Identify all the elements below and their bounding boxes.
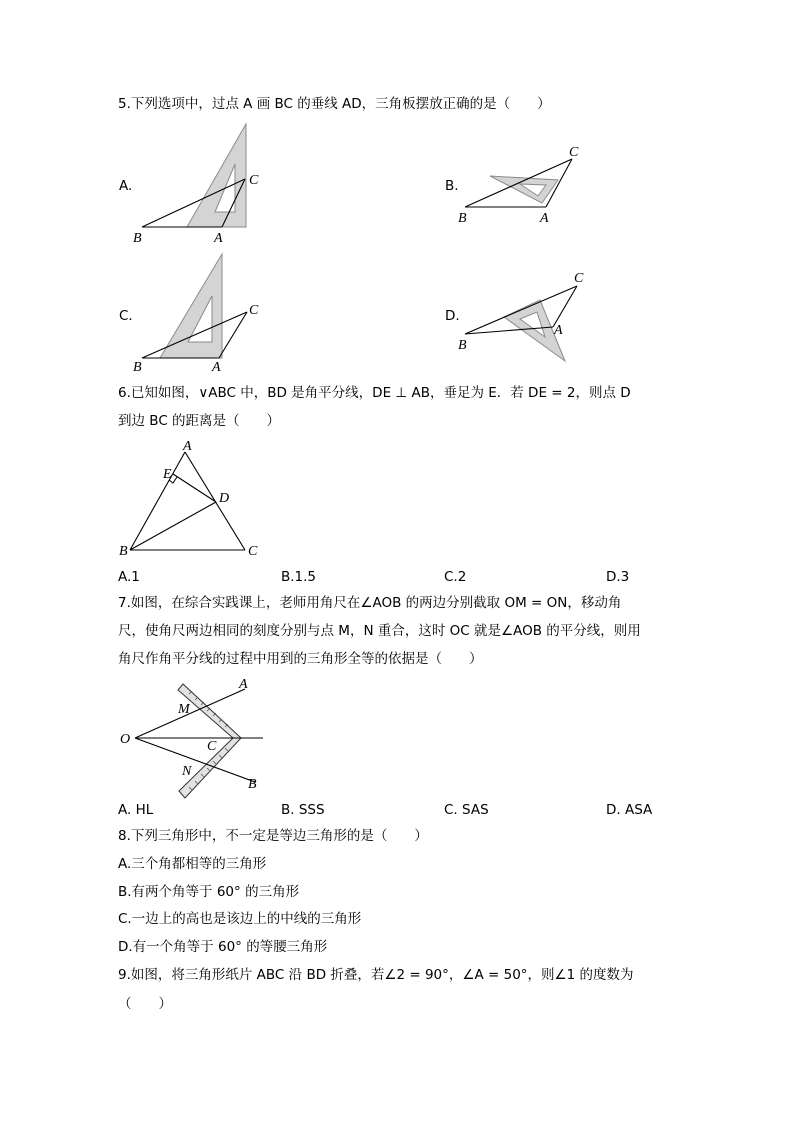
- point-o-label: O: [120, 732, 131, 747]
- point-e-label: E: [163, 467, 172, 482]
- point-b-label: B: [133, 360, 142, 375]
- q5-option-b-label[interactable]: B.: [445, 178, 459, 194]
- q7-option-a[interactable]: A. HL: [118, 802, 154, 818]
- point-a-label: A: [214, 231, 223, 246]
- q5-figure-b: [450, 140, 600, 230]
- point-m-label: M: [178, 702, 190, 717]
- q7-option-b[interactable]: B. SSS: [281, 802, 325, 818]
- segment-ca: [553, 286, 577, 327]
- q5-figure-d: [450, 265, 600, 355]
- q5-figure-c: [130, 250, 280, 375]
- q5-figure-a: [130, 120, 280, 250]
- point-c-label: C: [249, 303, 259, 318]
- q8-option-a[interactable]: A.三个角都相等的三角形: [118, 856, 267, 872]
- point-a-label: A: [183, 439, 192, 454]
- point-c-label: C: [569, 145, 579, 160]
- q6-option-b[interactable]: B.1.5: [281, 569, 317, 585]
- q8-option-c[interactable]: C.一边上的高也是该边上的中线的三角形: [118, 911, 362, 927]
- q5-stem: 5.下列选项中，过点 A 画 BC 的垂线 AD，三角板摆放正确的是（ ）: [118, 96, 551, 112]
- q6-figure: [115, 440, 275, 565]
- q6-option-d[interactable]: D.3: [606, 569, 630, 585]
- segment-de: [173, 474, 216, 502]
- q5-option-c-label[interactable]: C.: [119, 308, 133, 324]
- q7-figure: [115, 672, 275, 797]
- point-b-label: B: [248, 777, 257, 792]
- point-b-label: B: [133, 231, 142, 246]
- point-c-label: C: [249, 173, 259, 188]
- point-b-label: B: [458, 211, 467, 226]
- q5-option-d-label[interactable]: D.: [445, 308, 460, 324]
- point-c-label: C: [248, 544, 258, 559]
- point-d-label: D: [219, 491, 230, 506]
- point-b-label: B: [458, 338, 467, 353]
- point-a-label: A: [540, 211, 549, 226]
- point-c-label: C: [207, 739, 217, 754]
- segment-ab: [130, 452, 185, 550]
- point-c-label: C: [574, 271, 584, 286]
- point-b-label: B: [119, 544, 128, 559]
- q8-option-b[interactable]: B.有两个角等于 60° 的三角形: [118, 884, 300, 900]
- q6-option-a[interactable]: A.1: [118, 569, 140, 585]
- q5-option-a-label[interactable]: A.: [119, 178, 133, 194]
- segment-ca: [219, 312, 247, 358]
- q8-option-d[interactable]: D.有一个角等于 60° 的等腰三角形: [118, 939, 328, 955]
- q7-stem-line2: 尺，使角尺两边相同的刻度分别与点 M，N 重合，这时 OC 就是∠AOB 的平分线，则用: [118, 623, 641, 639]
- q7-option-d[interactable]: D. ASA: [606, 802, 653, 818]
- q6-stem-line2: 到边 BC 的距离是（ ）: [118, 413, 281, 429]
- q9-stem-line2: （ ）: [118, 996, 172, 1012]
- q7-option-c[interactable]: C. SAS: [444, 802, 489, 818]
- point-a-label: A: [239, 677, 248, 692]
- q8-stem: 8.下列三角形中，不一定是等边三角形的是（ ）: [118, 828, 428, 844]
- point-a-label: A: [212, 360, 221, 375]
- q6-stem-line1: 6.已知如图，∨ABC 中，BD 是角平分线，DE ⊥ AB，垂足为 E．若 DE = 2，则点 D: [118, 385, 631, 401]
- point-n-label: N: [182, 764, 192, 779]
- q7-stem-line1: 7.如图，在综合实践课上，老师用角尺在∠AOB 的两边分别截取 OM = ON，移动角: [118, 595, 622, 611]
- q7-stem-line3: 角尺作角平分线的过程中用到的三角形全等的依据是（ ）: [118, 651, 483, 667]
- q6-option-c[interactable]: C.2: [444, 569, 467, 585]
- point-a-label: A: [554, 323, 563, 338]
- q9-stem-line1: 9.如图，将三角形纸片 ABC 沿 BD 折叠，若∠2 = 90°，∠A = 50°，则∠1 的度数为: [118, 967, 634, 983]
